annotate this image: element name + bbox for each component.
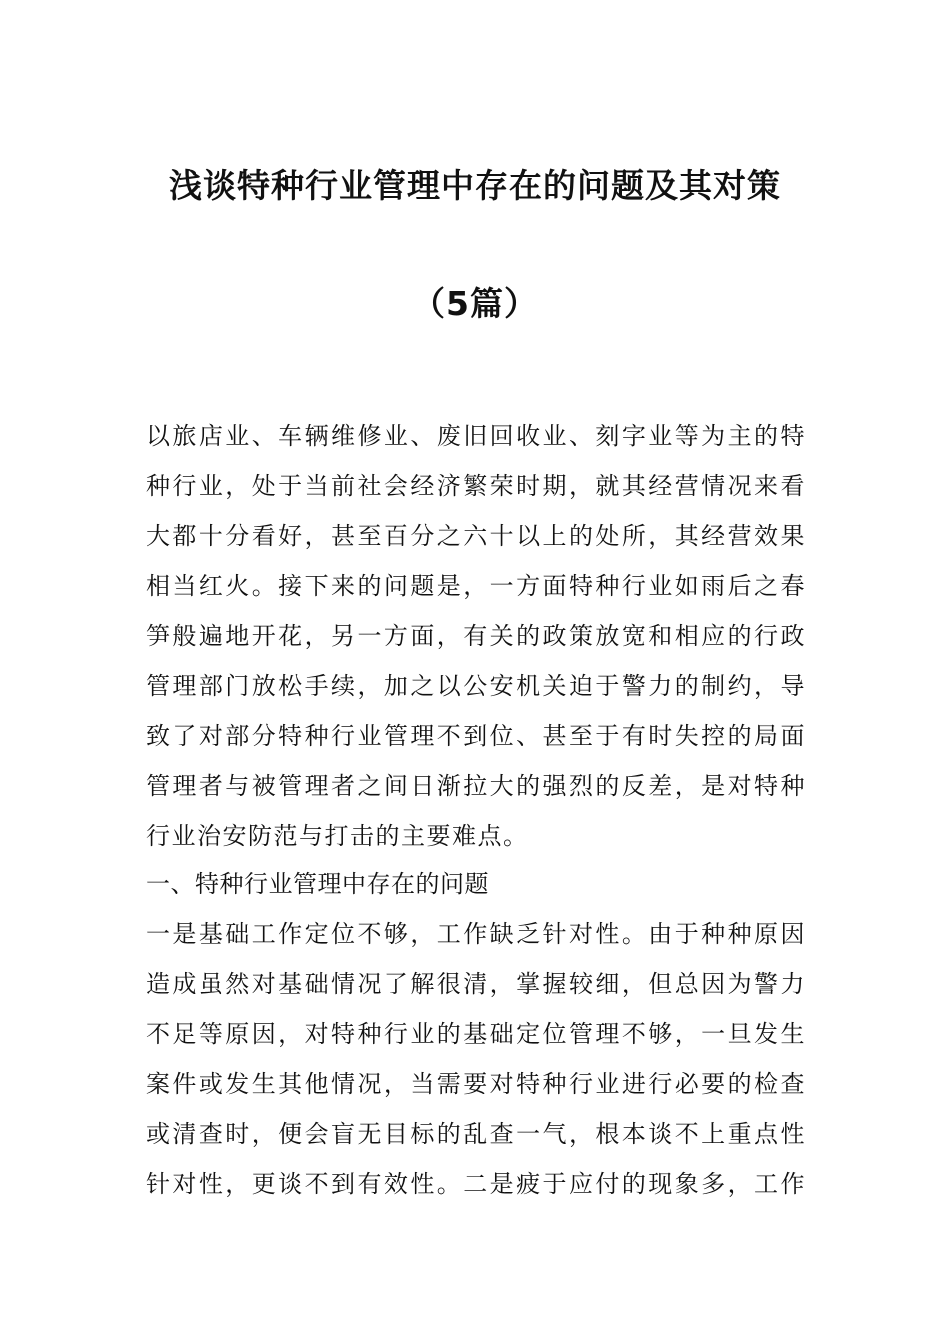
body-line: 行业治安防范与打击的主要难点。 [146,822,529,850]
body-line: 种行业，处于当前社会经济繁荣时期，就其经营情况来看 [146,472,806,500]
section-heading: 一、特种行业管理中存在的问题 [146,870,489,898]
body-line: 致了对部分特种行业管理不到位、甚至于有时失控的局面 [146,722,806,750]
body-line: 管理者与被管理者之间日渐拉大的强烈的反差，是对特种 [146,772,806,800]
body-line: 不足等原因，对特种行业的基础定位管理不够，一旦发生 [146,1020,806,1048]
body-line: 或清查时，便会盲无目标的乱查一气，根本谈不上重点性 [146,1120,806,1148]
body-line: 一是基础工作定位不够，工作缺乏针对性。由于种种原因 [146,920,806,948]
body-line: 以旅店业、车辆维修业、废旧回收业、刻字业等为主的特 [146,422,806,450]
body-line: 针对性，更谈不到有效性。二是疲于应付的现象多，工作 [146,1170,806,1198]
document-title: 浅谈特种行业管理中存在的问题及其对策 [169,166,781,205]
body-line: 造成虽然对基础情况了解很清，掌握较细，但总因为警力 [146,970,806,998]
body-line: 相当红火。接下来的问题是，一方面特种行业如雨后之春 [146,572,806,600]
document-subtitle: （5篇） [412,284,538,323]
body-line: 大都十分看好，甚至百分之六十以上的处所，其经营效果 [146,522,806,550]
body-line: 笋般遍地开花，另一方面，有关的政策放宽和相应的行政 [146,622,806,650]
body-line: 案件或发生其他情况，当需要对特种行业进行必要的检查 [146,1070,806,1098]
body-line: 管理部门放松手续，加之以公安机关迫于警力的制约，导 [146,672,806,700]
